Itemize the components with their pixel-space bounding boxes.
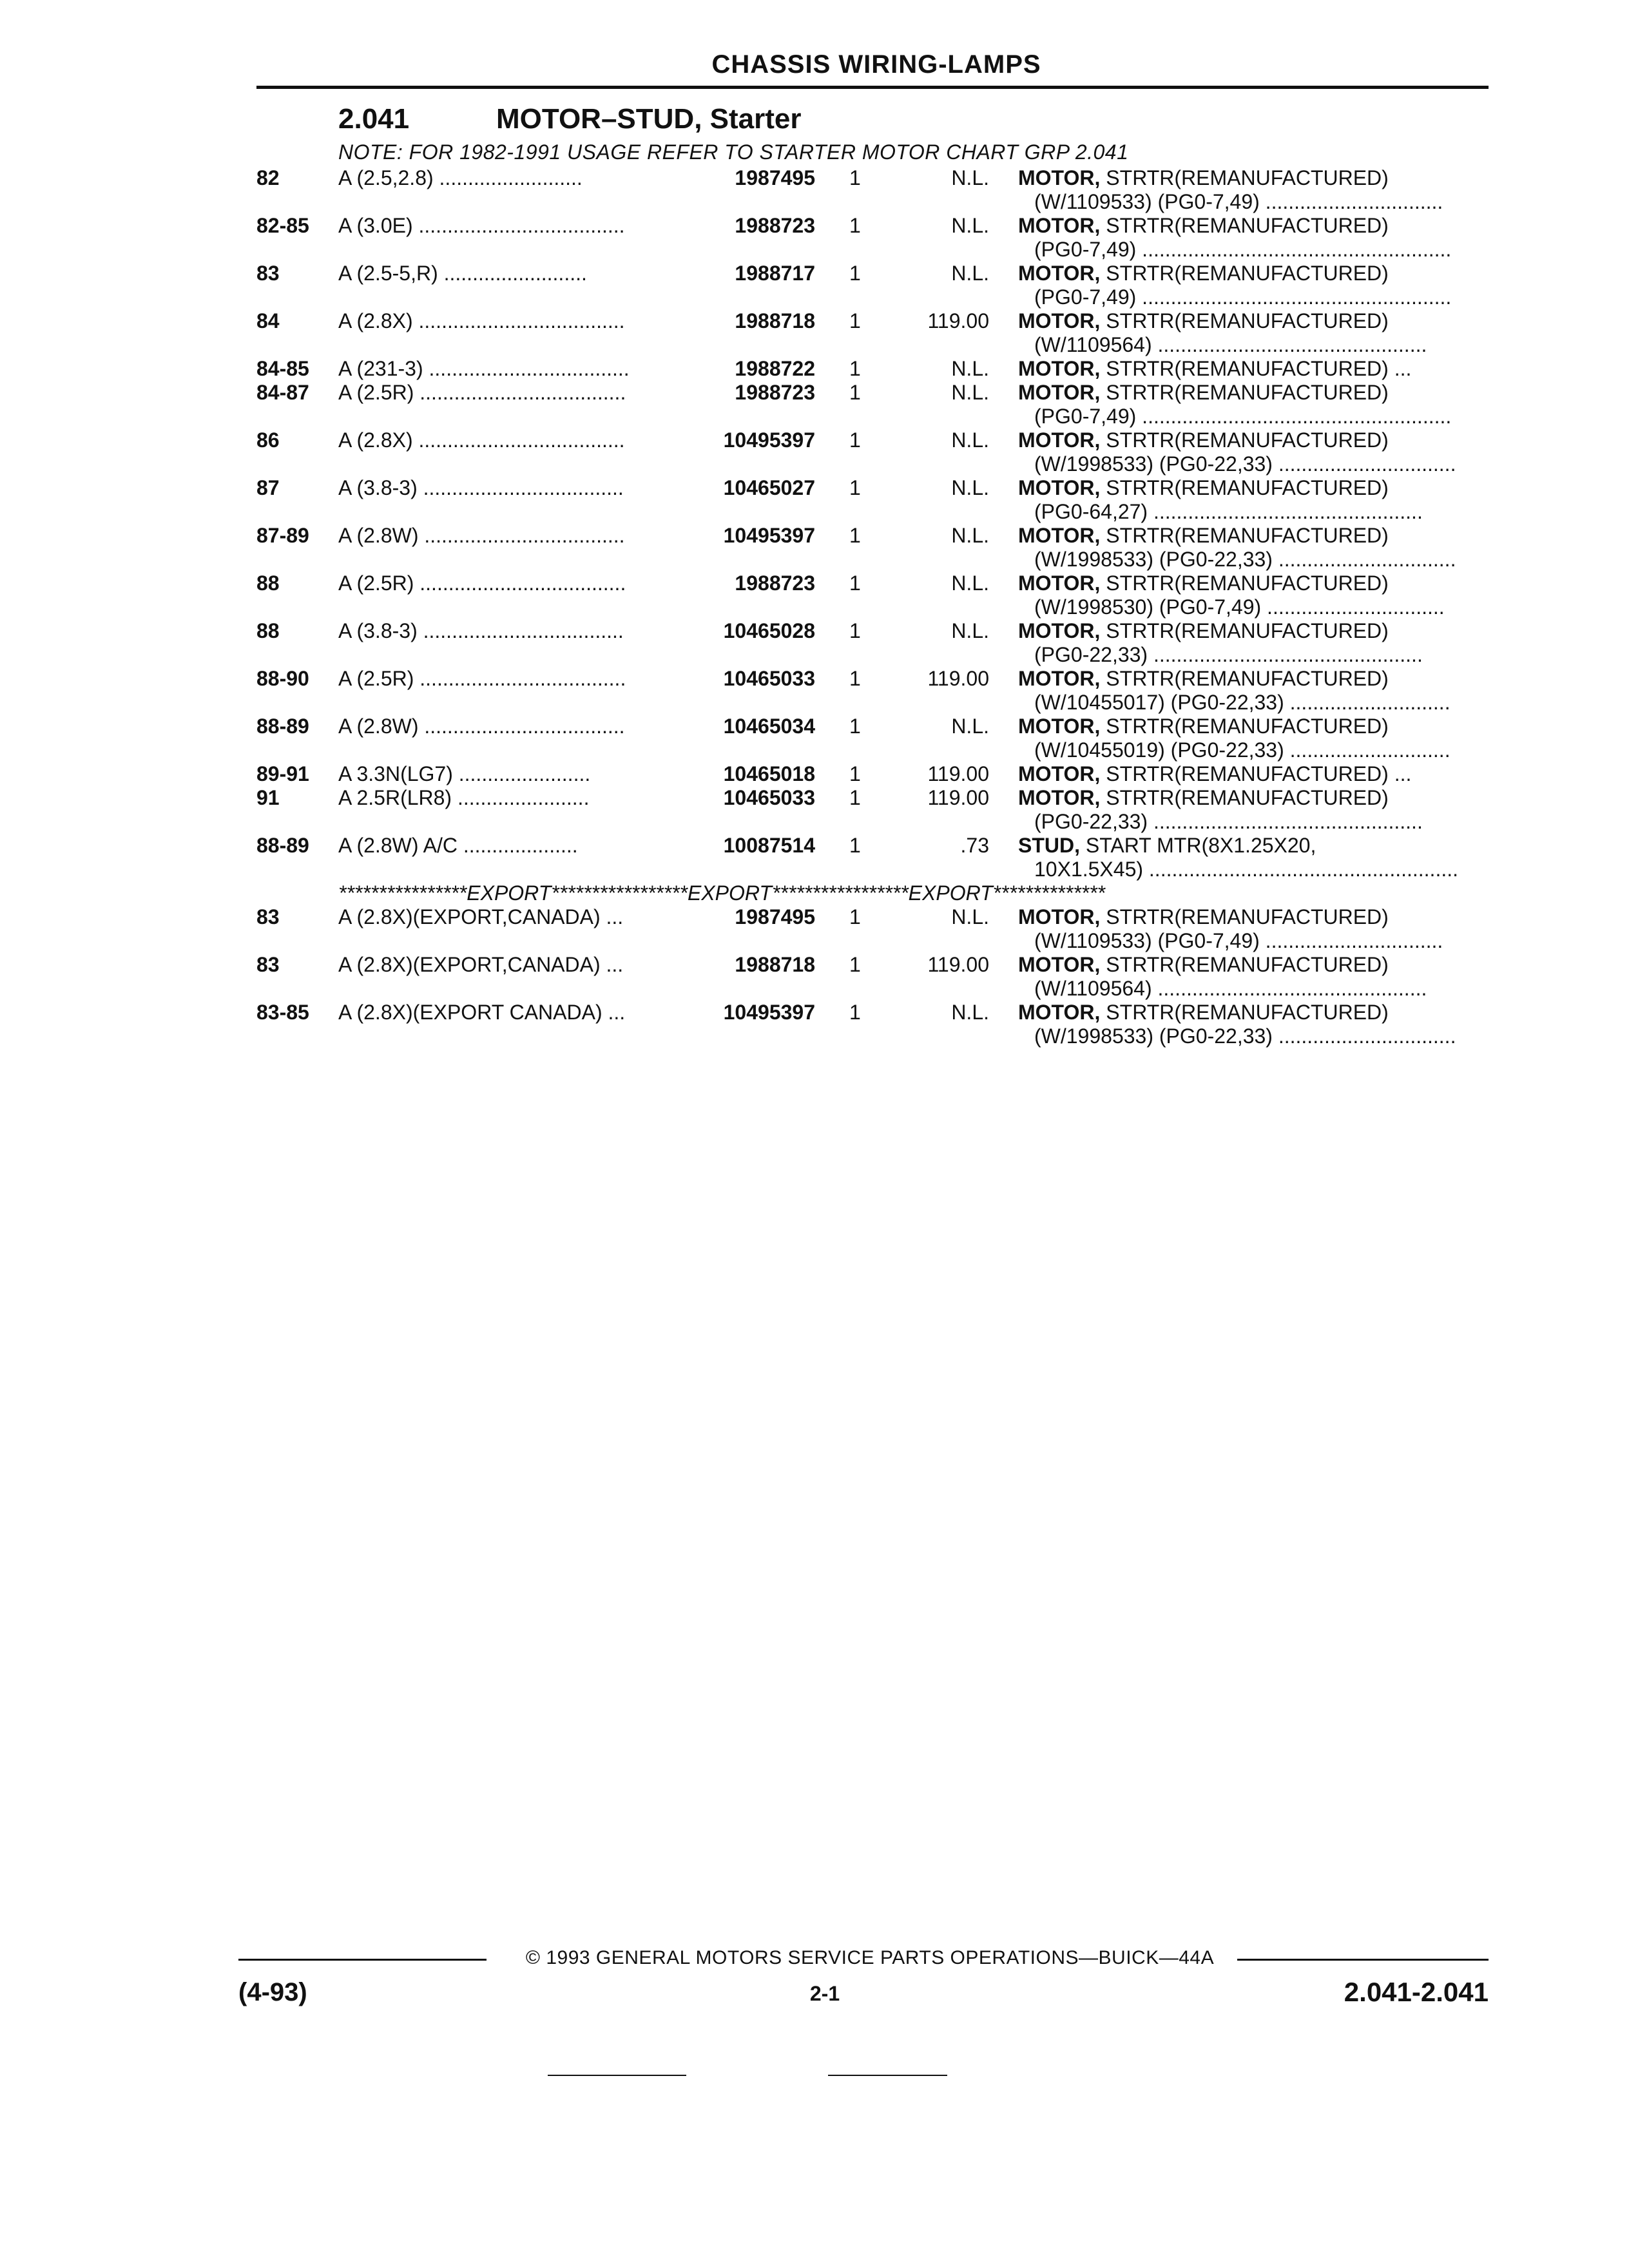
description-text: STRTR(REMANUFACTURED) ...	[1100, 357, 1412, 380]
description-noun: MOTOR,	[1018, 166, 1101, 189]
quantity: 1	[849, 762, 861, 785]
model-year: 88	[256, 619, 280, 642]
parts-row	[0, 1001, 1629, 1048]
quantity: 1	[849, 786, 861, 809]
model-code: A (2.8X)(EXPORT,CANADA) ...	[338, 905, 624, 928]
price: 119.00	[927, 786, 989, 809]
description-line-1	[1018, 309, 1489, 333]
quantity: 1	[849, 1001, 861, 1024]
model-year: 84	[256, 309, 280, 332]
description-line-1	[1018, 834, 1489, 858]
parts-row	[0, 667, 1629, 715]
model-code: A (231-3) ...................................	[338, 357, 630, 380]
header-rule	[256, 86, 1489, 89]
model-year: 86	[256, 428, 280, 452]
price: N.L.	[951, 381, 989, 404]
description-line-1	[1018, 166, 1489, 190]
price: 119.00	[927, 667, 989, 690]
parts-row	[0, 762, 1629, 786]
parts-row	[0, 357, 1629, 381]
part-number: 10495397	[723, 524, 815, 547]
part-number: 10465034	[723, 715, 815, 738]
description-line-1	[1018, 619, 1489, 643]
description-text: STRTR(REMANUFACTURED) ...	[1100, 762, 1412, 785]
page-header-title: CHASSIS WIRING-LAMPS	[711, 50, 1041, 79]
model-year: 88	[256, 572, 280, 595]
footer-page-number: 2-1	[809, 1982, 840, 2005]
description-noun: MOTOR,	[1018, 715, 1101, 738]
description-line-2: (W/1998533) (PG0-22,33) ...............................	[1034, 548, 1456, 571]
description-text: STRTR(REMANUFACTURED)	[1100, 381, 1389, 404]
part-number: 1988717	[735, 262, 815, 285]
part-number: 1988723	[735, 381, 815, 404]
price: N.L.	[951, 1001, 989, 1024]
description-line-2: (W/1998533) (PG0-22,33) ...............................	[1034, 1024, 1456, 1048]
quantity: 1	[849, 262, 861, 285]
model-code: A (2.5-5,R) .........................	[338, 262, 587, 285]
description-line-1	[1018, 953, 1489, 977]
parts-row	[0, 309, 1629, 357]
part-number: 10465033	[723, 786, 815, 809]
model-code: A (2.5R) ....................................	[338, 667, 626, 690]
parts-row	[0, 953, 1629, 1001]
description-line-2: (PG0-64,27) ...............................................	[1034, 500, 1423, 523]
quantity: 1	[849, 667, 861, 690]
quantity: 1	[849, 524, 861, 547]
model-code: A (2.8X)(EXPORT,CANADA) ...	[338, 953, 624, 976]
description-line-2: 10X1.5X45) ......................................................	[1034, 858, 1458, 881]
description-line-2: (PG0-22,33) ...............................................	[1034, 810, 1423, 833]
model-year: 84-85	[256, 357, 309, 380]
description-line-1	[1018, 572, 1489, 595]
quantity: 1	[849, 619, 861, 642]
scan-artifact-line	[828, 2075, 947, 2076]
model-code: A (2.8X)(EXPORT CANADA) ...	[338, 1001, 626, 1024]
description-text: STRTR(REMANUFACTURED)	[1100, 1001, 1389, 1024]
parts-row	[0, 214, 1629, 262]
model-year: 83-85	[256, 1001, 309, 1024]
part-number: 10465028	[723, 619, 815, 642]
quantity: 1	[849, 166, 861, 189]
description-line-2: (W/1109564) ...............................................	[1034, 333, 1427, 356]
price: N.L.	[951, 572, 989, 595]
parts-row	[0, 381, 1629, 428]
model-year: 82	[256, 166, 280, 189]
price: N.L.	[951, 476, 989, 499]
description-text: STRTR(REMANUFACTURED)	[1100, 428, 1389, 452]
description-text: STRTR(REMANUFACTURED)	[1100, 905, 1389, 928]
part-number: 1988723	[735, 214, 815, 237]
price: N.L.	[951, 905, 989, 928]
description-line-2: (PG0-7,49) ......................................................	[1034, 405, 1452, 428]
part-number: 10495397	[723, 428, 815, 452]
model-year: 83	[256, 262, 280, 285]
model-code: A (3.8-3) ...................................	[338, 476, 624, 499]
quantity: 1	[849, 428, 861, 452]
quantity: 1	[849, 834, 861, 857]
part-number: 10465027	[723, 476, 815, 499]
model-year: 88-90	[256, 667, 309, 690]
parts-row	[0, 524, 1629, 572]
description-line-1	[1018, 214, 1489, 238]
description-text: STRTR(REMANUFACTURED)	[1100, 309, 1389, 332]
quantity: 1	[849, 309, 861, 332]
model-code: A (2.5,2.8) .........................	[338, 166, 583, 189]
quantity: 1	[849, 572, 861, 595]
part-number: 10495397	[723, 1001, 815, 1024]
parts-row	[0, 428, 1629, 476]
description-text: STRTR(REMANUFACTURED)	[1100, 572, 1389, 595]
description-line-2: (W/10455019) (PG0-22,33) ............................	[1034, 738, 1451, 762]
price: .73	[960, 834, 989, 857]
parts-row	[0, 572, 1629, 619]
parts-row	[0, 476, 1629, 524]
parts-row	[0, 619, 1629, 667]
footer-group-range: 2.041-2.041	[1344, 1977, 1489, 2007]
parts-row	[0, 786, 1629, 834]
price: 119.00	[927, 309, 989, 332]
parts-row	[0, 905, 1629, 953]
price: N.L.	[951, 166, 989, 189]
part-number: 1988718	[735, 953, 815, 976]
price: N.L.	[951, 214, 989, 237]
model-code: A (3.8-3) ...................................	[338, 619, 624, 642]
model-code: A (2.5R) ....................................	[338, 572, 626, 595]
model-year: 88-89	[256, 715, 309, 738]
description-line-2: (PG0-22,33) ...............................................	[1034, 643, 1423, 666]
description-text: STRTR(REMANUFACTURED)	[1100, 715, 1389, 738]
parts-row	[0, 715, 1629, 762]
description-line-1	[1018, 667, 1489, 691]
model-year: 89-91	[256, 762, 309, 785]
model-code: A (2.8W) ...................................	[338, 524, 625, 547]
model-code: A 2.5R(LR8) .......................	[338, 786, 590, 809]
model-code: A 3.3N(LG7) .......................	[338, 762, 591, 785]
description-noun: MOTOR,	[1018, 524, 1101, 547]
model-year: 87-89	[256, 524, 309, 547]
description-line-1	[1018, 715, 1489, 738]
description-line-2: (W/1998533) (PG0-22,33) ...............................	[1034, 452, 1456, 476]
description-noun: STUD,	[1018, 834, 1080, 857]
price: N.L.	[951, 715, 989, 738]
part-number: 1988723	[735, 572, 815, 595]
description-text: STRTR(REMANUFACTURED)	[1100, 262, 1389, 285]
description-line-1	[1018, 786, 1489, 810]
description-noun: MOTOR,	[1018, 905, 1101, 928]
part-number: 1987495	[735, 166, 815, 189]
quantity: 1	[849, 953, 861, 976]
description-noun: MOTOR,	[1018, 667, 1101, 690]
price: 119.00	[927, 762, 989, 785]
description-text: STRTR(REMANUFACTURED)	[1100, 476, 1389, 499]
price: N.L.	[951, 524, 989, 547]
part-number: 10465033	[723, 667, 815, 690]
model-code: A (2.8W) A/C ....................	[338, 834, 578, 857]
model-code: A (2.8X) ....................................	[338, 309, 625, 332]
quantity: 1	[849, 357, 861, 380]
description-line-1	[1018, 524, 1489, 548]
description-line-1	[1018, 357, 1489, 381]
quantity: 1	[849, 381, 861, 404]
description-line-2: (W/10455017) (PG0-22,33) ............................	[1034, 691, 1451, 714]
usage-note: NOTE: FOR 1982-1991 USAGE REFER TO STARTER MOTOR CHART GRP 2.041	[338, 140, 1129, 164]
footer-rule-left	[238, 1959, 487, 1961]
description-line-1	[1018, 476, 1489, 500]
model-year: 83	[256, 953, 280, 976]
description-line-2: (W/1109533) (PG0-7,49) ...............................	[1034, 190, 1443, 213]
footer-rule-right	[1237, 1959, 1489, 1961]
part-number: 1987495	[735, 905, 815, 928]
price: N.L.	[951, 619, 989, 642]
model-year: 87	[256, 476, 280, 499]
description-noun: MOTOR,	[1018, 572, 1101, 595]
parts-row	[0, 166, 1629, 214]
model-year: 84-87	[256, 381, 309, 404]
part-number: 1988718	[735, 309, 815, 332]
description-text: STRTR(REMANUFACTURED)	[1100, 953, 1389, 976]
parts-row	[0, 834, 1629, 881]
model-code: A (2.8X) ....................................	[338, 428, 625, 452]
description-noun: MOTOR,	[1018, 262, 1101, 285]
description-noun: MOTOR,	[1018, 953, 1101, 976]
quantity: 1	[849, 905, 861, 928]
export-divider-row	[0, 881, 1629, 905]
part-number: 1988722	[735, 357, 815, 380]
description-line-2: (PG0-7,49) ......................................................	[1034, 285, 1452, 309]
model-code: A (3.0E) ....................................	[338, 214, 625, 237]
export-divider: ****************EXPORT*****************EXPORT*****************EXPORT**************	[338, 881, 1105, 905]
group-title: MOTOR–STUD, Starter	[496, 103, 802, 135]
description-line-2: (W/1998530) (PG0-7,49) ...............................	[1034, 595, 1445, 619]
description-text: START MTR(8X1.25X20,	[1080, 834, 1316, 857]
model-year: 83	[256, 905, 280, 928]
description-noun: MOTOR,	[1018, 476, 1101, 499]
description-noun: MOTOR,	[1018, 786, 1101, 809]
description-line-1	[1018, 905, 1489, 929]
description-noun: MOTOR,	[1018, 428, 1101, 452]
description-text: STRTR(REMANUFACTURED)	[1100, 667, 1389, 690]
description-noun: MOTOR,	[1018, 762, 1101, 785]
description-line-1	[1018, 262, 1489, 285]
description-noun: MOTOR,	[1018, 309, 1101, 332]
description-line-2: (W/1109564) ...............................................	[1034, 977, 1427, 1000]
quantity: 1	[849, 715, 861, 738]
description-text: STRTR(REMANUFACTURED)	[1100, 214, 1389, 237]
description-line-1	[1018, 428, 1489, 452]
model-year: 82-85	[256, 214, 309, 237]
description-text: STRTR(REMANUFACTURED)	[1100, 524, 1389, 547]
model-code: A (2.8W) ...................................	[338, 715, 625, 738]
description-noun: MOTOR,	[1018, 381, 1101, 404]
description-line-2: (PG0-7,49) ......................................................	[1034, 238, 1452, 261]
description-noun: MOTOR,	[1018, 357, 1101, 380]
description-text: STRTR(REMANUFACTURED)	[1100, 166, 1389, 189]
footer-date: (4-93)	[238, 1978, 307, 2006]
model-year: 88-89	[256, 834, 309, 857]
parts-row	[0, 262, 1629, 309]
description-text: STRTR(REMANUFACTURED)	[1100, 619, 1389, 642]
model-code: A (2.5R) ....................................	[338, 381, 626, 404]
price: N.L.	[951, 357, 989, 380]
price: 119.00	[927, 953, 989, 976]
quantity: 1	[849, 214, 861, 237]
description-line-1	[1018, 1001, 1489, 1024]
part-number: 10087514	[723, 834, 815, 857]
description-noun: MOTOR,	[1018, 619, 1101, 642]
model-year: 91	[256, 786, 280, 809]
description-noun: MOTOR,	[1018, 1001, 1101, 1024]
description-noun: MOTOR,	[1018, 214, 1101, 237]
description-line-1	[1018, 381, 1489, 405]
part-number: 10465018	[723, 762, 815, 785]
scan-artifact-line	[548, 2075, 686, 2076]
description-text: STRTR(REMANUFACTURED)	[1100, 786, 1389, 809]
quantity: 1	[849, 476, 861, 499]
group-number: 2.041	[338, 103, 410, 135]
description-line-1	[1018, 762, 1489, 786]
price: N.L.	[951, 262, 989, 285]
description-line-2: (W/1109533) (PG0-7,49) ...............................	[1034, 929, 1443, 952]
footer-copyright: © 1993 GENERAL MOTORS SERVICE PARTS OPERATIONS—BUICK—44A	[525, 1947, 1215, 1968]
price: N.L.	[951, 428, 989, 452]
